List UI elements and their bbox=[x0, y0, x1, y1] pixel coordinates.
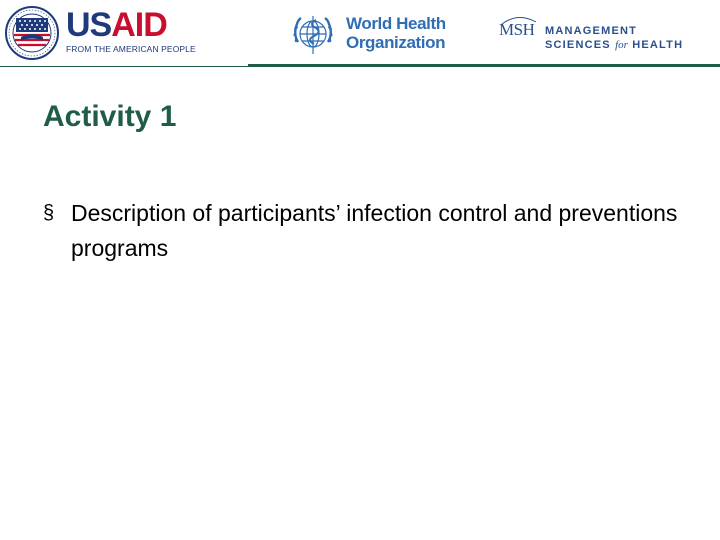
who-wordmark-line1: World Health bbox=[346, 14, 446, 33]
bullet-text: Description of participants’ infection control and preventions programs bbox=[71, 200, 678, 261]
msh-wordmark-line1: MANAGEMENT bbox=[545, 25, 638, 37]
bullet-marker: § bbox=[43, 202, 55, 224]
who-wordmark-line2: Organization bbox=[346, 33, 446, 52]
msh-mark: MSH bbox=[499, 20, 535, 39]
logo-bar bbox=[0, 0, 720, 66]
msh-wordmark-line2: SCIENCES for HEALTH bbox=[545, 39, 684, 51]
slide-title: Activity 1 bbox=[43, 100, 177, 133]
msh-wordmark bbox=[545, 24, 683, 52]
usaid-wordmark: USAID bbox=[66, 6, 167, 44]
header-divider-thin bbox=[0, 66, 248, 67]
usaid-tagline: FROM THE AMERICAN PEOPLE bbox=[66, 44, 196, 54]
bullet-item bbox=[43, 196, 683, 266]
who-wordmark bbox=[346, 14, 446, 52]
bullet-list bbox=[43, 196, 683, 266]
